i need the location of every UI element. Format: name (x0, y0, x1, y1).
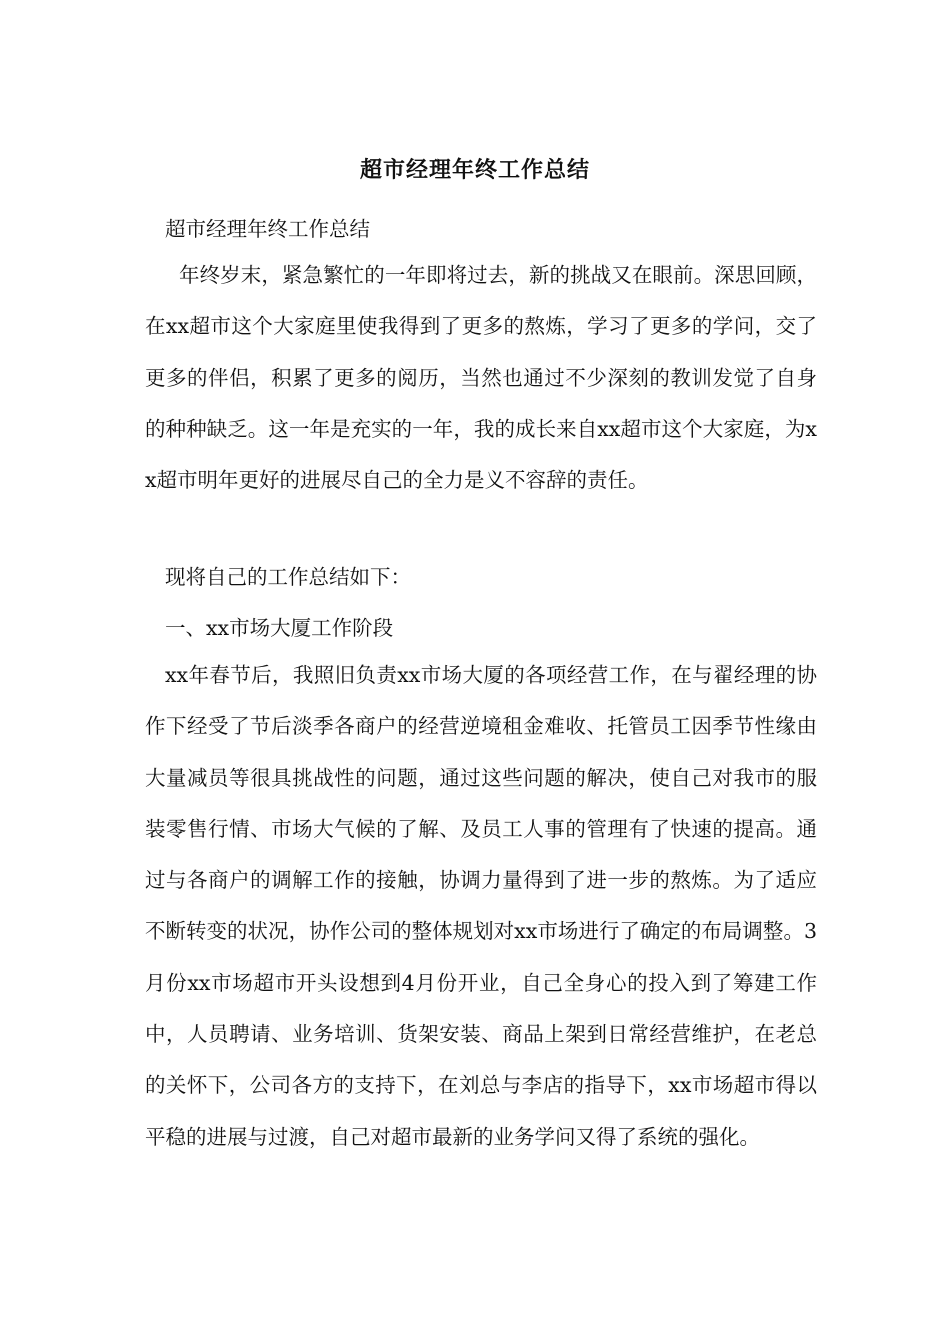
section-1-body-paragraph: xx年春节后，我照旧负责xx市场大厦的各项经营工作，在与翟经理的协作下经受了节后淡季各商户的经营逆境租金难收、托管员工因季节性缘由大量减员等很具挑战性的问题，通过这些问题的解决，使自己对我市的服装零售行情、市场大气候的了解、及员工人事的管理有了快速的提高。通过与各商户的调解工作的接触，协调力量得到了进一步的熬炼。为了适应不断转变的状况，协作公司的整体规划对xx市场进行了确定的布局调整。3月份xx市场超市开头设想到4月份开业，自己全身心的投入到了筹建工作中，人员聘请、业务培训、货架安装、商品上架到日常经营维护，在老总的关怀下，公司各方的支持下，在刘总与李店的指导下，xx市场超市得以平稳的进展与过渡，自己对超市最新的业务学问又得了系统的强化。 (145, 663, 817, 1149)
summary-lead-paragraph: 现将自己的工作总结如下： (165, 565, 411, 589)
subtitle-paragraph: 超市经理年终工作总结 (165, 217, 370, 241)
document-title: 超市经理年终工作总结 (359, 157, 590, 183)
intro-paragraph: 年终岁末，紧急繁忙的一年即将过去，新的挑战又在眼前。深思回顾，在xx超市这个大家庭里使我得到了更多的熬炼，学习了更多的学问，交了更多的伴侣，积累了更多的阅历，当然也通过不少深刻的教训发觉了自身的种种缺乏。这一年是充实的一年，我的成长来自xx超市这个大家庭，为xx超市明年更好的进展尽自己的全力是义不容辞的责任。 (145, 263, 817, 493)
section-heading-1: 一、xx市场大厦工作阶段 (165, 616, 394, 640)
